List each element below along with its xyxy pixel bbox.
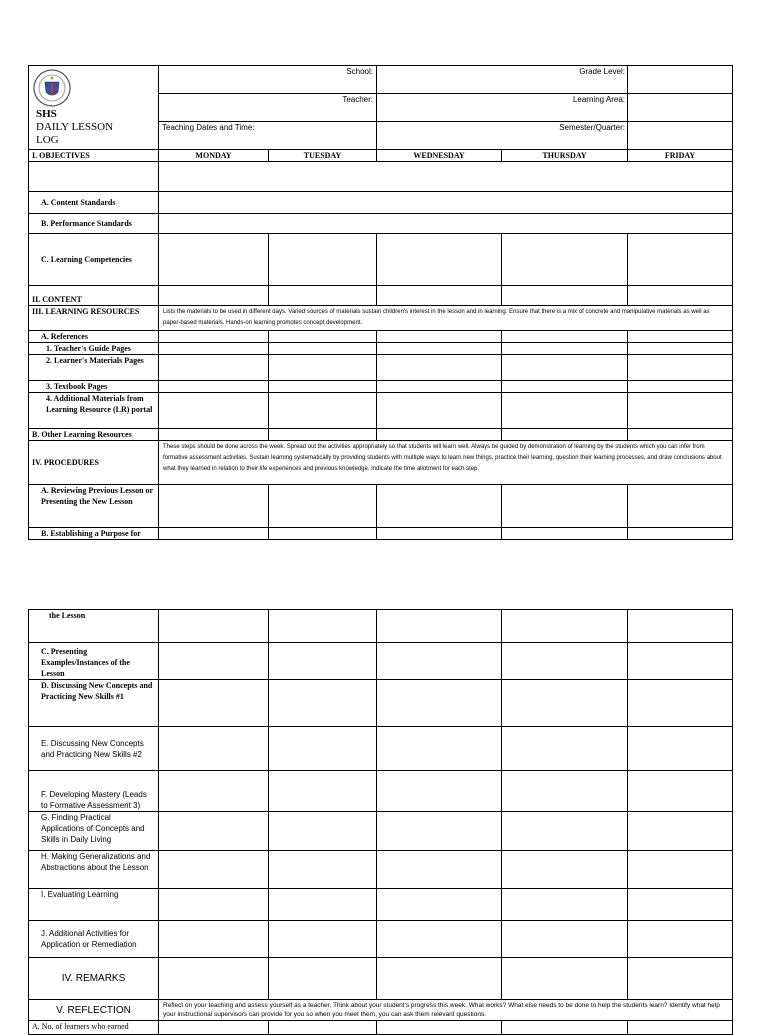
- objectives-field[interactable]: [159, 162, 733, 192]
- cell-friday[interactable]: [628, 889, 733, 921]
- cell-wednesday[interactable]: [377, 680, 502, 727]
- day-monday: MONDAY: [159, 150, 269, 162]
- cell-tuesday[interactable]: [269, 680, 377, 727]
- cell-friday[interactable]: [628, 355, 733, 381]
- learning-resources-note: Lists the materials to be used in different days. Varied sources of materials sustain children's interest in the lesson and in learning. Ensure that there is a mix of concrete and manipulative materials as well as paper-based materials. Hands-on learning promotes concept development.: [159, 306, 733, 331]
- cell-wednesday[interactable]: [377, 727, 502, 771]
- cell-thursday[interactable]: [502, 643, 628, 680]
- additional-materials-label: 4. Additional Materials from Learning Resource (LR) portal: [29, 393, 159, 429]
- cell-tuesday[interactable]: [269, 485, 377, 528]
- learning-area-label: Learning Area:: [572, 95, 625, 104]
- cell-thursday[interactable]: [502, 812, 628, 851]
- cell-monday[interactable]: [159, 381, 269, 393]
- cell-wednesday[interactable]: [377, 958, 502, 1000]
- cell-friday[interactable]: [628, 812, 733, 851]
- discussing1-label: D. Discussing New Concepts and Practicing New Skills #1: [29, 680, 159, 727]
- semester-label: Semester/Quarter:: [559, 123, 625, 132]
- discussing2-label: E. Discussing New Concepts and Practicing New Skills #2: [29, 727, 159, 771]
- grade-level-label: Grade Level:: [579, 67, 625, 76]
- cell-friday[interactable]: [628, 727, 733, 771]
- cell-monday[interactable]: [159, 958, 269, 1000]
- other-resources-label: B. Other Learning Resources: [29, 429, 159, 441]
- cell-thursday[interactable]: [502, 727, 628, 771]
- cell-friday[interactable]: [628, 643, 733, 680]
- cell-monday[interactable]: [159, 812, 269, 851]
- content-standards-label: A. Content Standards: [29, 192, 159, 214]
- cell-friday[interactable]: [628, 429, 733, 441]
- cell-wednesday[interactable]: [377, 812, 502, 851]
- cell-thursday[interactable]: [502, 680, 628, 727]
- cell-monday[interactable]: [159, 331, 269, 343]
- cell-thursday[interactable]: [502, 1021, 628, 1035]
- title-daily-lesson: DAILY LESSON: [36, 121, 114, 133]
- cell-tuesday[interactable]: [269, 889, 377, 921]
- cell-monday[interactable]: [159, 771, 269, 812]
- cell-wednesday[interactable]: [377, 234, 502, 286]
- header-title-cell: [29, 66, 159, 150]
- procedures-label: IV. PROCEDURES: [29, 441, 159, 485]
- cell-monday[interactable]: [159, 343, 269, 355]
- cell-wednesday[interactable]: [377, 921, 502, 958]
- objectives-blank: [29, 162, 159, 192]
- cell-wednesday[interactable]: [377, 643, 502, 680]
- lesson-log-table-page1: [28, 65, 733, 540]
- finding-label: G. Finding Practical Applications of Concepts and Skills in Daily Living: [29, 812, 159, 851]
- learning-resources-label: III. LEARNING RESOURCES: [29, 306, 159, 331]
- cell-tuesday[interactable]: [269, 771, 377, 812]
- cell-wednesday[interactable]: [377, 610, 502, 643]
- cell-friday[interactable]: [628, 381, 733, 393]
- cell-friday[interactable]: [628, 234, 733, 286]
- cell-wednesday[interactable]: [377, 343, 502, 355]
- cell-thursday[interactable]: [502, 485, 628, 528]
- cell-monday[interactable]: [159, 355, 269, 381]
- cell-friday[interactable]: [628, 771, 733, 812]
- grade-level-field[interactable]: [628, 66, 733, 94]
- cell-monday[interactable]: [159, 851, 269, 889]
- cell-monday[interactable]: [159, 234, 269, 286]
- cell-friday[interactable]: [628, 485, 733, 528]
- cell-wednesday[interactable]: [377, 429, 502, 441]
- cell-thursday[interactable]: [502, 958, 628, 1000]
- cell-thursday[interactable]: [502, 429, 628, 441]
- cell-wednesday[interactable]: [377, 381, 502, 393]
- references-label: A. References: [29, 331, 159, 343]
- cell-wednesday[interactable]: [377, 355, 502, 381]
- evaluating-label: I. Evaluating Learning: [29, 889, 159, 921]
- cell-friday[interactable]: [628, 393, 733, 429]
- cell-monday[interactable]: [159, 286, 269, 306]
- cell-thursday[interactable]: [502, 381, 628, 393]
- cell-friday[interactable]: [628, 680, 733, 727]
- reflection-label: V. REFLECTION: [29, 1000, 159, 1021]
- cell-wednesday[interactable]: [377, 485, 502, 528]
- cell-monday[interactable]: [159, 889, 269, 921]
- performance-standards-label: B. Performance Standards: [29, 214, 159, 234]
- cell-tuesday[interactable]: [269, 958, 377, 1000]
- cell-tuesday[interactable]: [269, 393, 377, 429]
- procedures-note: These steps should be done across the week. Spread out the activities appropriately so that students will learn well. Always be guided by demonstration of learning by the students which you can infer from formative assessment activities. Sustain learning systematically by providing students with multiple ways to learn new things, practice their learning, question their learning processes, and draw conclusions about what they learned in relation to their life experiences and previous knowledge. Indicate the time allotment for each step.: [159, 441, 733, 485]
- cell-monday[interactable]: [159, 643, 269, 680]
- cell-tuesday[interactable]: [269, 234, 377, 286]
- additional-activities-label: J. Additional Activities for Application or Remediation: [29, 921, 159, 958]
- cell-tuesday[interactable]: [269, 429, 377, 441]
- cell-thursday[interactable]: [502, 889, 628, 921]
- cell-tuesday[interactable]: [269, 610, 377, 643]
- objectives-heading: I. OBJECTIVES: [29, 150, 159, 162]
- day-tuesday: TUESDAY: [269, 150, 377, 162]
- cell-monday[interactable]: [159, 528, 269, 540]
- cell-monday[interactable]: [159, 393, 269, 429]
- cell-friday[interactable]: [628, 286, 733, 306]
- learning-competencies-label: C. Learning Competencies: [29, 234, 159, 286]
- day-thursday: THURSDAY: [502, 150, 628, 162]
- cell-thursday[interactable]: [502, 393, 628, 429]
- cell-friday[interactable]: [628, 528, 733, 540]
- cell-monday[interactable]: [159, 1021, 269, 1035]
- cell-thursday[interactable]: [502, 286, 628, 306]
- cell-friday[interactable]: [628, 921, 733, 958]
- cell-thursday[interactable]: [502, 343, 628, 355]
- cell-wednesday[interactable]: [377, 1021, 502, 1035]
- learning-area-field[interactable]: [628, 94, 733, 122]
- cell-thursday[interactable]: [502, 771, 628, 812]
- teacher-field[interactable]: [377, 94, 628, 122]
- cell-tuesday[interactable]: [269, 643, 377, 680]
- cell-wednesday[interactable]: [377, 771, 502, 812]
- deped-seal-icon: [32, 68, 72, 108]
- cell-thursday[interactable]: [502, 851, 628, 889]
- cell-tuesday[interactable]: [269, 921, 377, 958]
- cell-thursday[interactable]: [502, 234, 628, 286]
- cell-tuesday[interactable]: [269, 286, 377, 306]
- semester-field[interactable]: [628, 122, 733, 150]
- cell-monday[interactable]: [159, 727, 269, 771]
- reviewing-label: A. Reviewing Previous Lesson or Presenting the New Lesson: [29, 485, 159, 528]
- title-shs: SHS: [36, 108, 57, 120]
- teachers-guide-label: 1. Teacher's Guide Pages: [29, 343, 159, 355]
- lesson-log-table-page2: [28, 609, 733, 1035]
- school-field[interactable]: [377, 66, 628, 94]
- cell-monday[interactable]: [159, 921, 269, 958]
- title-log: LOG: [36, 134, 59, 146]
- day-wednesday: WEDNESDAY: [377, 150, 502, 162]
- establishing-label: B. Establishing a Purpose for: [29, 528, 159, 540]
- learners-materials-label: 2. Learner's Materials Pages: [29, 355, 159, 381]
- cell-wednesday[interactable]: [377, 331, 502, 343]
- cell-thursday[interactable]: [502, 921, 628, 958]
- textbook-pages-label: 3. Textbook Pages: [29, 381, 159, 393]
- cell-monday[interactable]: [159, 429, 269, 441]
- cell-monday[interactable]: [159, 485, 269, 528]
- content-standards-field[interactable]: [159, 192, 733, 214]
- cell-thursday[interactable]: [502, 528, 628, 540]
- cell-thursday[interactable]: [502, 355, 628, 381]
- cell-friday[interactable]: [628, 1021, 733, 1035]
- cell-friday[interactable]: [628, 851, 733, 889]
- performance-standards-field[interactable]: [159, 214, 733, 234]
- remarks-label: IV. REMARKS: [29, 958, 159, 1000]
- cell-friday[interactable]: [628, 958, 733, 1000]
- cell-tuesday[interactable]: [269, 812, 377, 851]
- content-label: II. CONTENT: [29, 286, 159, 306]
- learners-earned-label: A. No. of learners who earned: [29, 1021, 159, 1035]
- cell-tuesday[interactable]: [269, 343, 377, 355]
- the-lesson-label: the Lesson: [29, 610, 159, 643]
- cell-tuesday[interactable]: [269, 528, 377, 540]
- cell-thursday[interactable]: [502, 610, 628, 643]
- dates-label: Teaching Dates and Time:: [159, 122, 377, 150]
- reflection-note: Reflect on your teaching and assess yourself as a teacher. Think about your student's progress this week. What works? What else needs to be done to help the students learn? Identify what help your instructional supervisors can provide for you so when you meet them, you can ask them relevant questions.: [159, 1000, 733, 1021]
- cell-wednesday[interactable]: [377, 393, 502, 429]
- cell-wednesday[interactable]: [377, 889, 502, 921]
- cell-tuesday[interactable]: [269, 331, 377, 343]
- teacher-label: Teacher:: [159, 94, 377, 122]
- day-friday: FRIDAY: [628, 150, 733, 162]
- cell-tuesday[interactable]: [269, 1021, 377, 1035]
- cell-tuesday[interactable]: [269, 727, 377, 771]
- cell-monday[interactable]: [159, 610, 269, 643]
- cell-friday[interactable]: [628, 610, 733, 643]
- cell-tuesday[interactable]: [269, 355, 377, 381]
- cell-wednesday[interactable]: [377, 528, 502, 540]
- cell-wednesday[interactable]: [377, 286, 502, 306]
- presenting-label: C. Presenting Examples/Instances of the Lesson: [29, 643, 159, 680]
- cell-monday[interactable]: [159, 680, 269, 727]
- dates-field[interactable]: [377, 122, 628, 150]
- school-label: School:: [159, 66, 377, 94]
- making-label: H. Making Generalizations and Abstractions about the Lesson: [29, 851, 159, 889]
- cell-thursday[interactable]: [502, 331, 628, 343]
- cell-friday[interactable]: [628, 343, 733, 355]
- cell-friday[interactable]: [628, 331, 733, 343]
- developing-label: F. Developing Mastery (Leads to Formative Assessment 3): [29, 771, 159, 812]
- cell-tuesday[interactable]: [269, 381, 377, 393]
- cell-tuesday[interactable]: [269, 851, 377, 889]
- cell-wednesday[interactable]: [377, 851, 502, 889]
